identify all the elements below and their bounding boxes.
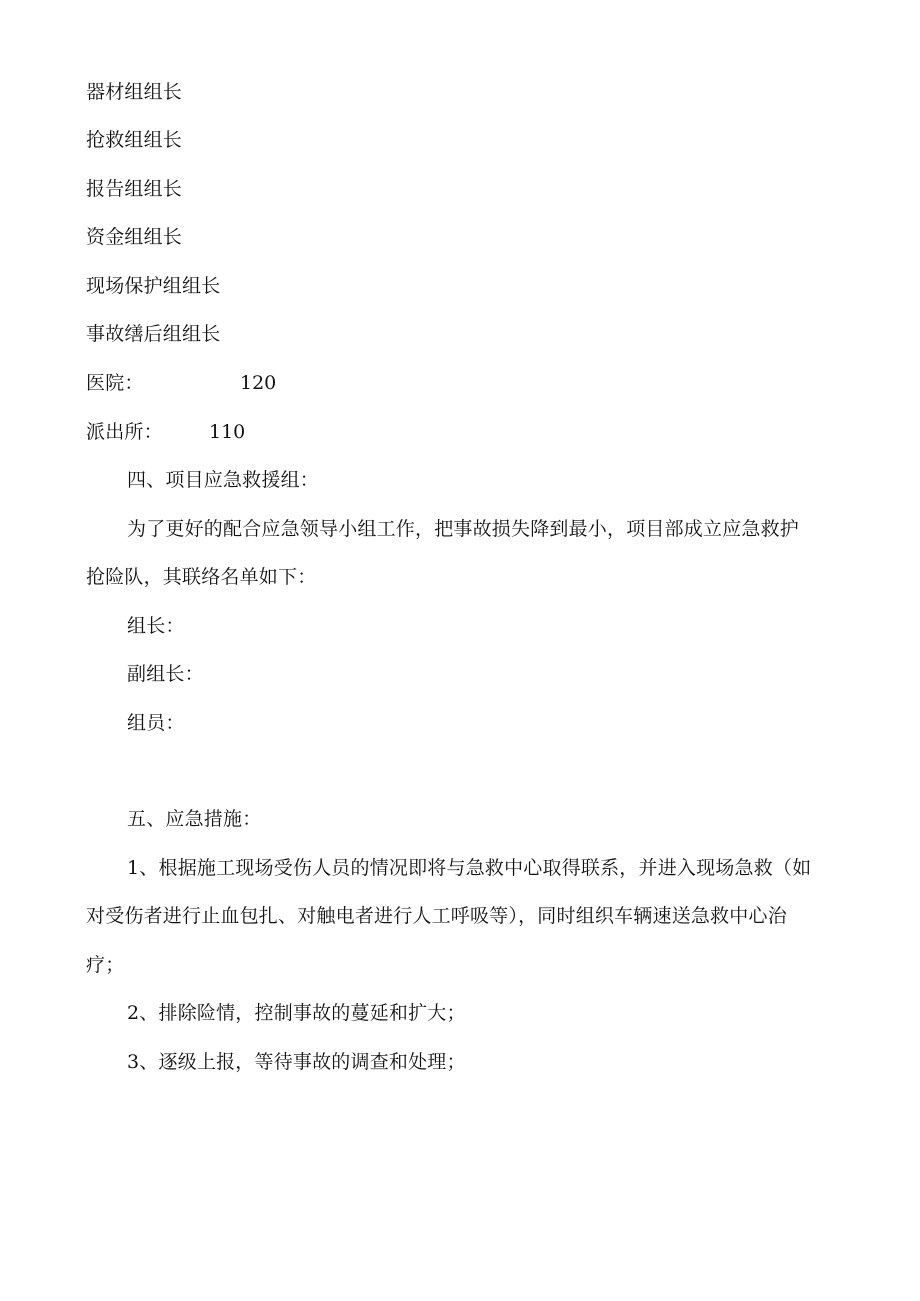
police-phone-number: 110 [209,421,246,443]
site-protection-leader-label: 现场保护组组长 [86,275,221,297]
section-5-heading: 五、应急措施： [127,808,262,830]
rescue-leader-label: 抢救组组长 [86,129,183,151]
section-4-heading: 四、项目应急救援组： [127,469,320,491]
section-4-intro-line-2: 抢险队，其联络名单如下： [86,566,317,588]
aftermath-leader-label: 事故缮后组组长 [86,323,221,345]
team-leader-label: 组长： [127,615,185,637]
members-label: 组员： [127,712,185,734]
measure-1-line-1: 1、根据施工现场受伤人员的情况即将与急救中心取得联系，并进入现场急救（如 [127,857,812,879]
police-label: 派出所： [86,421,163,443]
hospital-label: 医院： [86,372,144,394]
measure-2: 2、排除险情，控制事故的蔓延和扩大； [127,1002,466,1024]
report-leader-label: 报告组组长 [86,178,183,200]
measure-3: 3、逐级上报，等待事故的调查和处理； [127,1051,466,1073]
deputy-leader-label: 副组长： [127,663,204,685]
measure-1-line-3: 疗； [86,954,125,976]
section-4-intro-line-1: 为了更好的配合应急领导小组工作，把事故损失降到最小，项目部成立应急救护 [127,518,800,540]
funds-leader-label: 资金组组长 [86,226,183,248]
equipment-leader-label: 器材组组长 [86,81,183,103]
measure-1-line-2: 对受伤者进行止血包扎、对触电者进行人工呼吸等），同时组织车辆速送急救中心治 [86,905,787,927]
hospital-phone-number: 120 [240,372,277,394]
